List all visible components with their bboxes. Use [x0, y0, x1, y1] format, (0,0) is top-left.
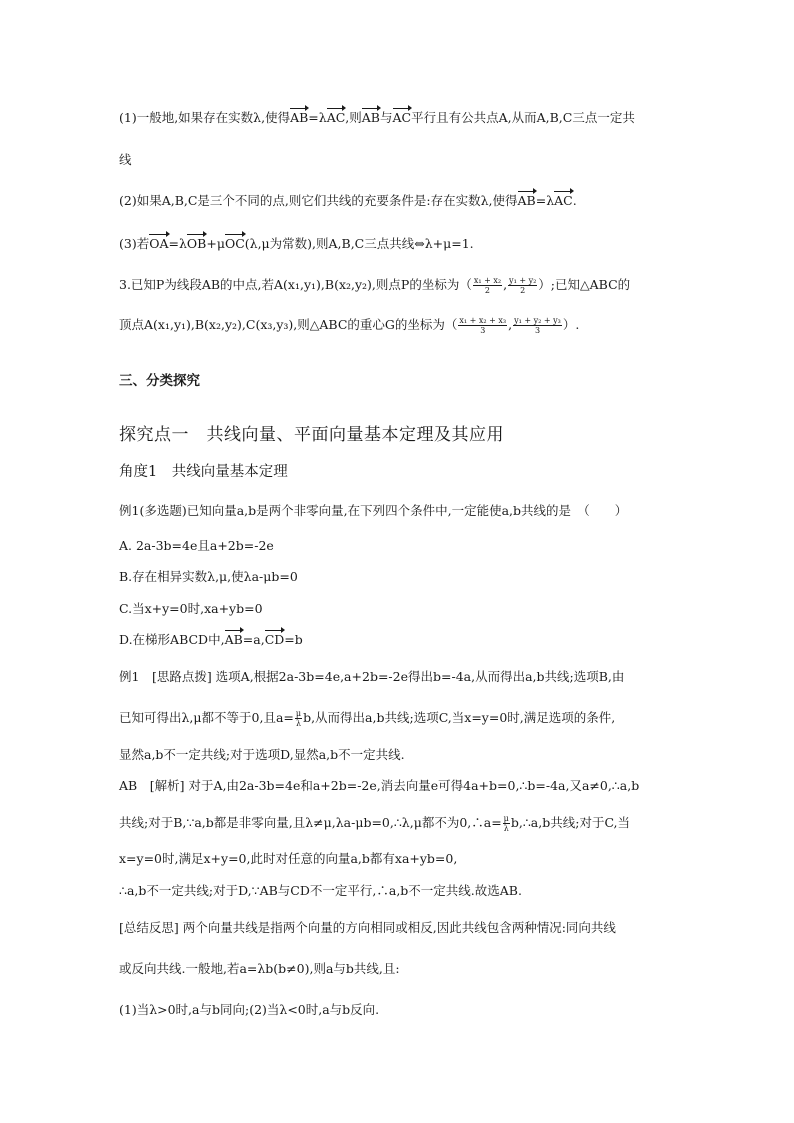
text: (3)若	[119, 236, 150, 251]
text: (λ,μ为常数),则A,B,C三点共线⇔λ+μ=1.	[244, 236, 474, 251]
centroid-formula-line	[119, 316, 679, 335]
fraction	[503, 814, 510, 833]
text: =b	[284, 632, 303, 647]
hint-line-3: 显然a,b不一定共线;对于选项D,显然a,b不一定共线.	[119, 747, 405, 762]
hint-line-1: 例1 [思路点拨] 选项A,根据2a-3b=4e,a+2b=-2e得出b=-4a,从而得出a,b共线;选项B,由	[119, 669, 625, 684]
text: (1)一般地,如果存在实数λ,使得	[119, 110, 291, 125]
vector-ab: AB	[224, 632, 243, 647]
text: 共线;对于B,∵a,b都是非零向量,且λ≠μ,λa-μb=0,∴λ,μ都不为0,∴a=	[119, 815, 502, 830]
vector-ac: AC	[392, 110, 412, 125]
denominator: λ	[503, 824, 509, 833]
text: 线	[119, 152, 132, 167]
vector-ab: AB	[290, 110, 309, 125]
text: (2)如果A,B,C是三个不同的点,则它们共线的充要条件是:存在实数λ,使得	[119, 193, 518, 208]
denominator: λ	[295, 719, 302, 728]
solution-line-3: x=y=0时,满足x+y=0,此时对任意的向量a,b都有xa+yb=0,	[119, 851, 458, 866]
vector-oc: OC	[224, 236, 245, 251]
inquiry-point-title: 探究点一 共线向量、平面向量基本定理及其应用	[119, 425, 504, 445]
vector-ac: AC	[326, 110, 346, 125]
text: b,∴a,b共线;对于C,当	[510, 815, 631, 830]
numerator: x₁ + x₂	[473, 276, 502, 285]
summary-line-3: (1)当λ>0时,a与b同向;(2)当λ<0时,a与b反向.	[119, 1002, 380, 1017]
option-a: A. 2a-3b=4e且a+2b=-2e	[119, 538, 274, 553]
vector-oa: OA	[149, 236, 169, 251]
fraction	[508, 276, 537, 295]
numerator: y₁ + y₂	[509, 276, 537, 285]
vector-ab: AB	[517, 193, 536, 208]
property-1-line	[119, 109, 679, 127]
solution-line-4: ∴a,b不一定共线;对于D,∵AB与CD不一定平行,∴a,b不一定共线.故选AB.	[119, 883, 522, 898]
text: =λ	[308, 110, 327, 125]
text: 与	[380, 110, 393, 125]
text: =λ	[535, 193, 555, 208]
option-c: C.当x+y=0时,xa+yb=0	[119, 601, 263, 616]
property-3-line	[119, 235, 679, 253]
summary-line-2: 或反向共线.一般地,若a=λb(b≠0),则a与b共线,且:	[119, 961, 400, 976]
property-1-wrap	[119, 151, 679, 169]
text: 已知可得出λ,μ都不等于0,且a=	[119, 710, 294, 725]
text: =a,	[242, 632, 265, 647]
example-question: 例1(多选题)已知向量a,b是两个非零向量,在下列四个条件中,一定能使a,b共线的是 （ ）	[119, 503, 628, 518]
fraction	[513, 316, 562, 335]
text: ,	[503, 277, 508, 292]
fraction	[473, 276, 502, 295]
denominator: 2	[520, 286, 526, 295]
option-d	[119, 631, 679, 649]
text: b,从而得出a,b共线;选项C,当x=y=0时,满足选项的条件,	[303, 710, 616, 725]
solution-line-1: AB [解析] 对于A,由2a-3b=4e和a+2b=-2e,消去向量e可得4a+b=0,∴b=-4a,又a≠0,∴a,b	[119, 778, 640, 793]
angle-title: 角度1 共线向量基本定理	[119, 464, 288, 480]
midpoint-formula-line	[119, 276, 679, 295]
numerator: y₁ + y₂ + y₃	[514, 316, 561, 325]
text: 顶点A(x₁,y₁),B(x₂,y₂),C(x₃,y₃),则△ABC的重心G的坐标为（	[119, 317, 458, 332]
text: ）;已知△ABC的	[538, 277, 631, 292]
vector-ac: AC	[554, 193, 573, 208]
property-2-line	[119, 192, 679, 210]
denominator: 2	[484, 286, 490, 295]
numerator: x₁ + x₂ + x₃	[459, 316, 507, 325]
denominator: 3	[534, 326, 541, 335]
text: =λ	[168, 236, 187, 251]
fraction	[458, 316, 507, 335]
text: ,	[508, 317, 513, 332]
text: 3.已知P为线段AB的中点,若A(x₁,y₁),B(x₂,y₂),则点P的坐标为（	[119, 277, 472, 292]
hint-line-2	[119, 709, 679, 728]
solution-line-2	[119, 814, 679, 833]
numerator: μ	[503, 814, 509, 823]
text: .	[572, 193, 577, 208]
text: ）.	[562, 317, 580, 332]
vector-cd: CD	[264, 632, 285, 647]
text: D.在梯形ABCD中,	[119, 632, 225, 647]
numerator: μ	[295, 709, 302, 718]
text: ,则	[345, 110, 362, 125]
vector-ab: AB	[361, 110, 380, 125]
vector-ob: OB	[186, 236, 207, 251]
text: +μ	[206, 236, 225, 251]
denominator: 3	[480, 326, 486, 335]
summary-line-1: [总结反思] 两个向量共线是指两个向量的方向相同或相反,因此共线包含两种情况:同向共线	[119, 920, 616, 935]
section-heading: 三、分类探究	[119, 373, 200, 389]
text: 平行且有公共点A,从而A,B,C三点一定共	[411, 110, 635, 125]
fraction	[295, 709, 302, 728]
option-b: B.存在相异实数λ,μ,使λa-μb=0	[119, 569, 298, 584]
